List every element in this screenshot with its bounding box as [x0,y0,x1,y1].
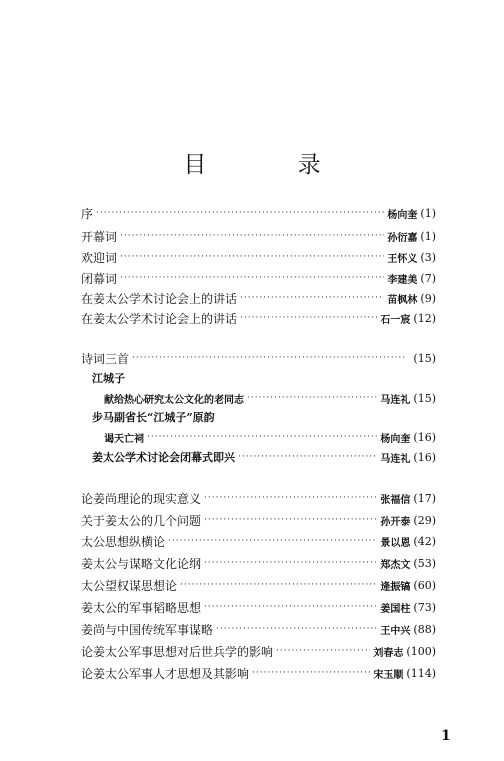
leader-dots [168,536,377,546]
leader-dots [120,273,384,283]
page-title: 目 录 [183,152,363,178]
leader-dots [96,208,384,218]
toc-entry [0,204,504,222]
toc-entry [0,598,504,616]
toc-entry [0,448,504,466]
entry-title: 太公思想纵横论 [81,534,166,549]
leader-dots [216,624,377,634]
entry-page: (88) [413,622,436,636]
leader-dots [180,580,377,590]
entry-page: (60) [413,578,436,592]
entry-author: 石一宸 [380,314,411,326]
page-number: 1 [441,728,451,744]
entry-page: (73) [413,600,436,614]
leader-dots [276,646,370,656]
leader-dots [147,432,377,442]
entry-title: 诗词三首 [81,351,130,366]
entry-author: 张福信 [380,494,411,506]
entry-author: 王中兴 [380,625,411,637]
toc-entry [0,511,504,529]
leader-dots [240,313,377,323]
entry-title: 关于姜太公的几个问题 [81,513,202,528]
leader-dots [204,515,377,525]
entry-title: 姜太公的军事韬略思想 [81,600,202,615]
entry-author: 孙衍嘉 [387,232,418,244]
entry-title: 序 [81,206,94,221]
entry-title: 姜尚与中国传统军事谋略 [81,622,214,637]
leader-dots [238,452,377,462]
entry-author: 杨向奎 [387,209,418,221]
entry-page: (16) [413,430,436,444]
entry-page: (1) [420,206,436,220]
leader-dots [204,602,377,612]
toc-entry [0,389,504,407]
entry-title: 献给热心研究太公文化的老同志 [104,394,244,406]
leader-dots [240,293,384,303]
entry-page: (53) [413,556,436,570]
leader-dots [204,493,377,503]
entry-author: 苗枫林 [387,294,418,306]
leader-dots [252,668,370,678]
leader-dots [247,393,377,403]
entry-page: (12) [413,311,436,325]
entry-page: (3) [420,250,436,264]
toc-entry [0,664,504,682]
entry-title: 闭幕词 [81,271,118,286]
poem-title: 步马副省长“江城子”原韵 [92,411,215,424]
entry-title: 开幕词 [81,229,118,244]
entry-author: 宋玉顺 [373,669,404,681]
toc-entry [0,269,504,287]
entry-title: 欢迎词 [81,250,118,265]
toc-entry [0,576,504,594]
entry-page: (1) [420,229,436,243]
toc-entry [0,428,504,446]
toc-entry [0,289,504,307]
leader-dots [204,558,377,568]
entry-title: 谒天亡祠 [104,433,144,445]
toc-entry [0,227,504,245]
entry-author: 李建美 [387,274,418,286]
entry-author: 逄振镐 [380,581,411,593]
entry-title: 在姜太公学术讨论会上的讲话 [81,311,238,326]
entry-page: (17) [413,491,436,505]
toc-entry [0,309,504,327]
entry-page: (15) [413,351,436,365]
entry-author: 马连礼 [380,453,411,465]
entry-page: (9) [420,291,436,305]
toc-entry [0,532,504,550]
entry-author: 孙开泰 [380,516,411,528]
entry-title: 在姜太公学术讨论会上的讲话 [81,291,238,306]
leader-dots [120,231,384,241]
entry-author: 杨向奎 [380,433,411,445]
entry-author: 王怀义 [387,253,418,265]
toc-entry [0,489,504,507]
entry-title: 姜太公与谋略文化论纲 [81,556,202,571]
entry-page: (7) [420,271,436,285]
entry-page: (114) [406,666,436,680]
entry-page: (29) [413,513,436,527]
entry-author: 景以恩 [380,537,411,549]
entry-author: 马连礼 [380,394,411,406]
entry-title: 论姜太公军事人才思想及其影响 [81,666,250,681]
entry-page: (15) [413,391,436,405]
entry-author: 郑杰文 [380,559,411,571]
entry-page: (42) [413,534,436,548]
entry-title: 姜太公学术讨论会闭幕式即兴 [92,451,235,464]
toc-entry [0,349,504,367]
poem-title: 江城子 [92,372,125,385]
leader-dots [132,353,407,363]
leader-dots [120,252,384,262]
entry-author: 姜国柱 [380,603,411,615]
toc-entry [0,248,504,266]
toc-entry [0,620,504,638]
toc-entry [0,642,504,660]
entry-author: 刘春志 [373,647,404,659]
entry-title: 论姜尚理论的现实意义 [81,491,202,506]
entry-title: 论姜太公军事思想对后世兵学的影响 [81,644,274,659]
entry-title: 太公望权谋思想论 [81,578,178,593]
entry-page: (100) [406,644,436,658]
toc-entry [0,554,504,572]
entry-page: (16) [413,450,436,464]
